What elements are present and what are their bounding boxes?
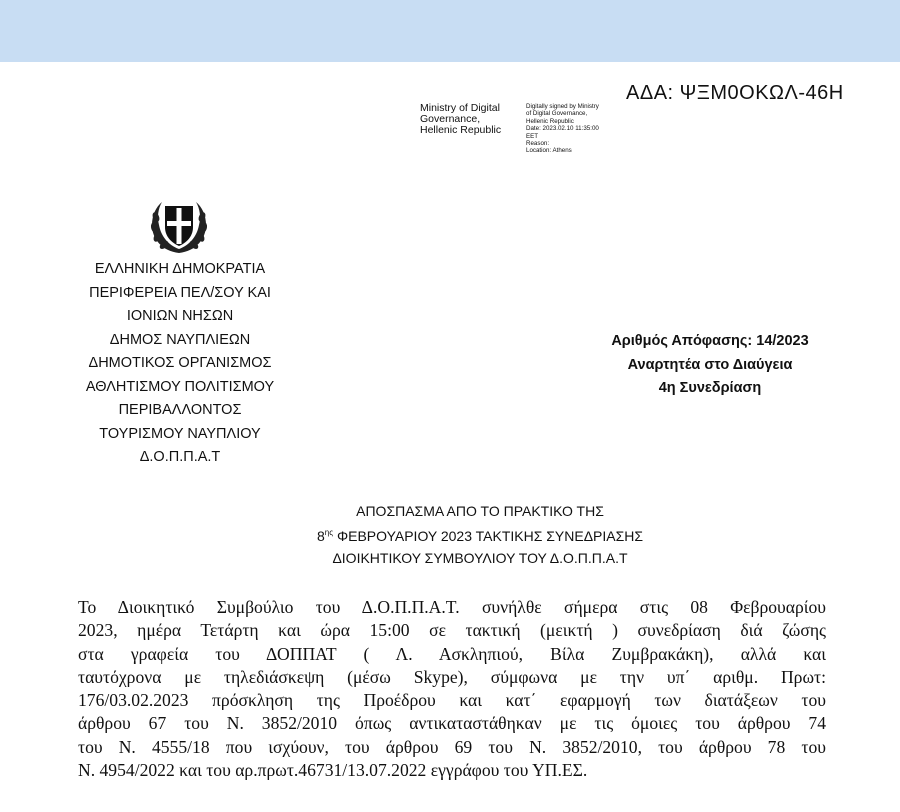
heading-day-suffix: ης <box>324 528 334 537</box>
header-bar <box>0 0 900 62</box>
body-line: Ν. 4954/2022 και του αρ.πρωτ.46731/13.07.2022 εγγράφου του ΥΠ.ΕΣ. <box>78 760 588 781</box>
signature-detail-line: EET <box>526 132 539 140</box>
authority-line: ΔΗΜΟΣ ΝΑΥΠΛΙΕΩΝ <box>109 331 251 348</box>
signature-detail-line: Hellenic Republic <box>526 117 574 125</box>
signature-org-line: Hellenic Republic <box>420 124 502 136</box>
authority-line: ΙΟΝΙΩΝ ΝΗΣΩΝ <box>126 308 234 324</box>
body-paragraph <box>78 596 826 782</box>
decision-posted: Αναρτητέα στο Διαύγεια <box>627 356 793 373</box>
heading-line <box>200 522 760 547</box>
signature-detail-line: of Digital Governance, <box>526 110 588 118</box>
document-heading <box>200 500 760 569</box>
signature-detail-line: Digitally signed by Ministry <box>526 103 599 110</box>
heading-date-rest: ΦΕΒΡΟΥΑΡΙΟΥ 2023 ΤΑΚΤΙΚΗΣ ΣΥΝΕΔΡΙΑΣΗΣ <box>333 528 644 544</box>
authority-line: ΠΕΡΙΒΑΛΛΟΝΤΟΣ <box>118 402 242 418</box>
decision-session: 4η Συνεδρίαση <box>658 380 762 396</box>
authority-line: ΤΟΥΡΙΣΜΟΥ ΝΑΥΠΛΙΟΥ <box>99 425 261 442</box>
signature-detail-line: Reason: <box>526 140 550 148</box>
body-line: άρθρου 67 του Ν. 3852/2010 όπως αντικαταστάθηκαν με τις όμοιες του άρθρου 74 <box>78 713 826 734</box>
body-line: του Ν. 4555/18 που ισχύουν, του άρθρου 69 του Ν. 3852/2010, του άρθρου 78 του <box>78 736 826 757</box>
decision-info <box>560 330 860 401</box>
ada-code: ΑΔΑ: ΨΞΜ0ΟΚΩΛ-46Η <box>626 82 844 104</box>
hellenic-republic-emblem-icon <box>148 195 210 257</box>
body-line: ταυτόχρονα με τηλεδιάσκεψη (μέσω Skype), σύμφωνα με την υπ΄ αριθμ. Πρωτ: <box>78 666 826 687</box>
signature-org-line: Governance, <box>420 113 481 125</box>
issuing-authority <box>60 258 300 470</box>
decision-number: Αριθμός Απόφασης: 14/2023 <box>611 333 809 349</box>
authority-line: ΑΘΛΗΤΙΣΜΟΥ ΠΟΛΙΤΙΣΜΟΥ <box>85 378 275 395</box>
signature-org-line: Ministry of Digital <box>420 102 500 114</box>
body-line: στα γραφεία του ΔΟΠΠΑΤ ( Λ. Ασκληπιού, Βίλα Ζυμβρακάκη), αλλά και <box>78 643 826 664</box>
signature-organization <box>420 103 501 136</box>
body-line: Το Διοικητικό Συμβούλιο του Δ.Ο.Π.Π.Α.Τ. συνήλθε σήμερα στις 08 Φεβρουαρίου <box>78 597 826 617</box>
heading-line: ΑΠΟΣΠΑΣΜΑ ΑΠΟ ΤΟ ΠΡΑΚΤΙΚΟ ΤΗΣ <box>356 503 604 519</box>
heading-day: 8 <box>316 528 325 544</box>
authority-line: Δ.Ο.Π.Π.Α.Τ <box>139 449 221 465</box>
authority-line: ΠΕΡΙΦΕΡΕΙΑ ΠΕΛ/ΣΟΥ ΚΑΙ <box>89 284 271 301</box>
body-line: 2023, ημέρα Τετάρτη και ώρα 15:00 σε τακτική (μεικτή ) συνεδρίαση διά ζώσης <box>78 620 826 641</box>
body-line: 176/03.02.2023 πρόσκληση της Προέδρου και κατ΄ εφαρμογή των διατάξεων του <box>78 690 826 711</box>
signature-detail-line: Date: 2023.02.10 11:35:00 <box>526 125 599 133</box>
authority-line: ΕΛΛΗΝΙΚΗ ΔΗΜΟΚΡΑΤΙΑ <box>94 261 266 277</box>
signature-detail-line: Location: Athens <box>526 147 572 155</box>
heading-line: ΔΙΟΙΚΗΤΙΚΟΥ ΣΥΜΒΟΥΛΙΟΥ ΤΟΥ Δ.Ο.Π.Π.Α.Τ <box>332 550 628 566</box>
authority-line: ΔΗΜΟΤΙΚΟΣ ΟΡΓΑΝΙΣΜΟΣ <box>88 355 272 371</box>
signature-details <box>526 103 599 155</box>
